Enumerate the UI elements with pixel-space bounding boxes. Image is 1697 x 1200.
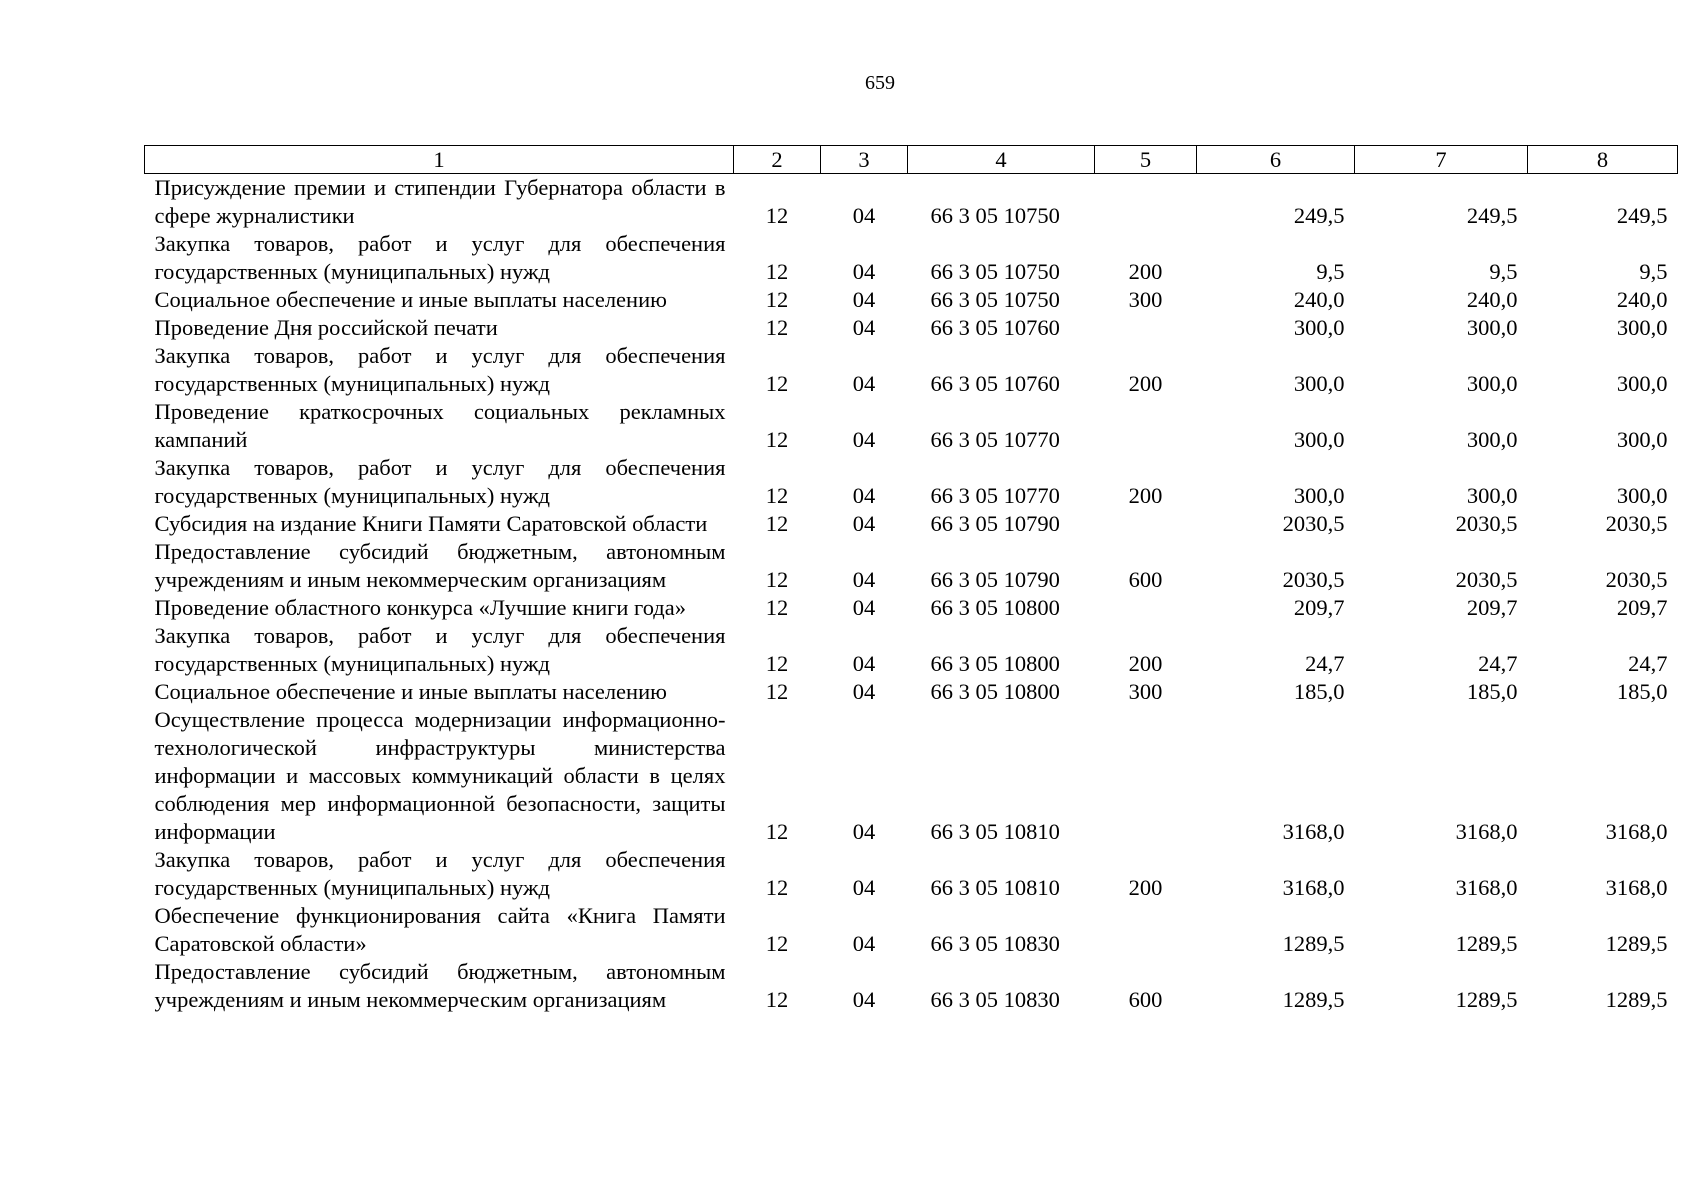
amount-col7-cell: 209,7 xyxy=(1466,595,1518,620)
column-header-1: 1 xyxy=(145,146,734,174)
amount-col7-cell: 2030,5 xyxy=(1455,567,1518,592)
amount-col7-cell: 2030,5 xyxy=(1455,511,1518,536)
amount-col6-cell: 3168,0 xyxy=(1282,875,1345,900)
row-name-cell: Социальное обеспечение и иные выплаты населению xyxy=(154,287,667,312)
subsection-cell: 04 xyxy=(852,567,876,592)
row-name-cell: Закупка товаров, работ и услуг для обеспечения государственных (муниципальных) нужд xyxy=(154,847,726,900)
table-row xyxy=(145,454,1678,510)
table-row xyxy=(145,174,1678,231)
subsection-cell: 04 xyxy=(852,987,876,1012)
target-code-cell: 66 3 05 10810 xyxy=(930,875,1060,900)
amount-col7-cell: 24,7 xyxy=(1478,651,1518,676)
amount-col6-cell: 24,7 xyxy=(1305,651,1345,676)
amount-col6-cell: 1289,5 xyxy=(1282,931,1345,956)
expense-type-cell: 200 xyxy=(1128,875,1163,900)
subsection-cell: 04 xyxy=(852,931,876,956)
column-header-7: 7 xyxy=(1355,146,1528,174)
subsection-cell: 04 xyxy=(852,595,876,620)
target-code-cell: 66 3 05 10830 xyxy=(930,931,1060,956)
amount-col6-cell: 300,0 xyxy=(1293,427,1345,452)
amount-col7-cell: 9,5 xyxy=(1489,259,1518,284)
amount-col6-cell: 300,0 xyxy=(1293,371,1345,396)
target-code-cell: 66 3 05 10760 xyxy=(930,371,1060,396)
table-row xyxy=(145,594,1678,622)
expense-type-cell xyxy=(1095,706,1197,846)
expense-type-cell: 200 xyxy=(1128,483,1163,508)
subsection-cell: 04 xyxy=(852,371,876,396)
table-row xyxy=(145,230,1678,286)
table-row xyxy=(145,538,1678,594)
section-cell: 12 xyxy=(765,987,789,1012)
amount-col6-cell: 249,5 xyxy=(1293,203,1345,228)
table-row xyxy=(145,342,1678,398)
amount-col8-cell: 3168,0 xyxy=(1605,875,1668,900)
table-row xyxy=(145,902,1678,958)
row-name-cell: Присуждение премии и стипендии Губернатора области в сфере журналистики xyxy=(154,175,726,228)
table-body xyxy=(145,174,1678,1015)
amount-col7-cell: 1289,5 xyxy=(1455,931,1518,956)
table-row xyxy=(145,398,1678,454)
amount-col8-cell: 1289,5 xyxy=(1605,987,1668,1012)
budget-table xyxy=(144,145,1678,1014)
subsection-cell: 04 xyxy=(852,679,876,704)
expense-type-cell: 200 xyxy=(1128,651,1163,676)
row-name-cell: Предоставление субсидий бюджетным, автономным учреждениям и иным некоммерческим организациям xyxy=(154,539,726,592)
amount-col6-cell: 9,5 xyxy=(1316,259,1345,284)
row-name-cell: Закупка товаров, работ и услуг для обеспечения государственных (муниципальных) нужд xyxy=(154,343,726,396)
target-code-cell: 66 3 05 10770 xyxy=(930,483,1060,508)
amount-col8-cell: 300,0 xyxy=(1616,427,1668,452)
page-number: 659 xyxy=(865,72,895,94)
section-cell: 12 xyxy=(765,679,789,704)
row-name-cell: Проведение областного конкурса «Лучшие книги года» xyxy=(154,595,686,620)
expense-type-cell xyxy=(1095,174,1197,231)
section-cell: 12 xyxy=(765,567,789,592)
expense-type-cell xyxy=(1095,510,1197,538)
subsection-cell: 04 xyxy=(852,483,876,508)
amount-col6-cell: 240,0 xyxy=(1293,287,1345,312)
row-name-cell: Закупка товаров, работ и услуг для обеспечения государственных (муниципальных) нужд xyxy=(154,623,726,676)
amount-col8-cell: 209,7 xyxy=(1616,595,1668,620)
expense-type-cell: 300 xyxy=(1128,679,1163,704)
amount-col8-cell: 249,5 xyxy=(1616,203,1668,228)
amount-col8-cell: 2030,5 xyxy=(1605,567,1668,592)
section-cell: 12 xyxy=(765,931,789,956)
target-code-cell: 66 3 05 10790 xyxy=(930,511,1060,536)
subsection-cell: 04 xyxy=(852,287,876,312)
amount-col6-cell: 3168,0 xyxy=(1282,819,1345,844)
table-row xyxy=(145,510,1678,538)
row-name-cell: Проведение Дня российской печати xyxy=(154,315,498,340)
amount-col7-cell: 300,0 xyxy=(1466,371,1518,396)
row-name-cell: Закупка товаров, работ и услуг для обеспечения государственных (муниципальных) нужд xyxy=(154,455,726,508)
target-code-cell: 66 3 05 10800 xyxy=(930,651,1060,676)
target-code-cell: 66 3 05 10770 xyxy=(930,427,1060,452)
row-name-cell: Проведение краткосрочных социальных рекламных кампаний xyxy=(154,399,726,452)
target-code-cell: 66 3 05 10760 xyxy=(930,315,1060,340)
amount-col6-cell: 300,0 xyxy=(1293,315,1345,340)
amount-col8-cell: 9,5 xyxy=(1639,259,1668,284)
table-row xyxy=(145,678,1678,706)
amount-col6-cell: 209,7 xyxy=(1293,595,1345,620)
row-name-cell: Осуществление процесса модернизации информационно-технологической инфраструктуры министерства информации и массовых коммуникаций области в целях соблюдения мер информационной безопасности, защиты информации xyxy=(154,707,726,844)
table-row xyxy=(145,314,1678,342)
column-header-5: 5 xyxy=(1095,146,1197,174)
row-name-cell: Социальное обеспечение и иные выплаты населению xyxy=(154,679,667,704)
amount-col7-cell: 3168,0 xyxy=(1455,819,1518,844)
amount-col7-cell: 185,0 xyxy=(1466,679,1518,704)
section-cell: 12 xyxy=(765,511,789,536)
amount-col8-cell: 300,0 xyxy=(1616,371,1668,396)
amount-col8-cell: 300,0 xyxy=(1616,315,1668,340)
expense-type-cell xyxy=(1095,314,1197,342)
target-code-cell: 66 3 05 10800 xyxy=(930,679,1060,704)
amount-col6-cell: 2030,5 xyxy=(1282,567,1345,592)
section-cell: 12 xyxy=(765,875,789,900)
amount-col7-cell: 300,0 xyxy=(1466,427,1518,452)
section-cell: 12 xyxy=(765,595,789,620)
amount-col8-cell: 185,0 xyxy=(1616,679,1668,704)
target-code-cell: 66 3 05 10800 xyxy=(930,595,1060,620)
section-cell: 12 xyxy=(765,651,789,676)
table-row xyxy=(145,286,1678,314)
amount-col7-cell: 300,0 xyxy=(1466,483,1518,508)
column-header-2: 2 xyxy=(734,146,821,174)
row-name-cell: Предоставление субсидий бюджетным, автономным учреждениям и иным некоммерческим организациям xyxy=(154,959,726,1012)
subsection-cell: 04 xyxy=(852,259,876,284)
table-row xyxy=(145,958,1678,1014)
expense-type-cell: 600 xyxy=(1128,567,1163,592)
column-header-6: 6 xyxy=(1197,146,1355,174)
subsection-cell: 04 xyxy=(852,203,876,228)
amount-col8-cell: 1289,5 xyxy=(1605,931,1668,956)
target-code-cell: 66 3 05 10750 xyxy=(930,287,1060,312)
amount-col7-cell: 3168,0 xyxy=(1455,875,1518,900)
amount-col8-cell: 24,7 xyxy=(1628,651,1668,676)
target-code-cell: 66 3 05 10810 xyxy=(930,819,1060,844)
amount-col7-cell: 240,0 xyxy=(1466,287,1518,312)
expense-type-cell: 200 xyxy=(1128,259,1163,284)
section-cell: 12 xyxy=(765,483,789,508)
target-code-cell: 66 3 05 10750 xyxy=(930,259,1060,284)
amount-col8-cell: 3168,0 xyxy=(1605,819,1668,844)
amount-col8-cell: 300,0 xyxy=(1616,483,1668,508)
expense-type-cell xyxy=(1095,902,1197,958)
column-header-4: 4 xyxy=(908,146,1095,174)
section-cell: 12 xyxy=(765,315,789,340)
row-name-cell: Обеспечение функционирования сайта «Книга Памяти Саратовской области» xyxy=(154,903,726,956)
subsection-cell: 04 xyxy=(852,651,876,676)
subsection-cell: 04 xyxy=(852,875,876,900)
target-code-cell: 66 3 05 10790 xyxy=(930,567,1060,592)
amount-col6-cell: 300,0 xyxy=(1293,483,1345,508)
subsection-cell: 04 xyxy=(852,427,876,452)
row-name-cell: Субсидия на издание Книги Памяти Саратовской области xyxy=(154,511,708,536)
section-cell: 12 xyxy=(765,819,789,844)
row-name-cell: Закупка товаров, работ и услуг для обеспечения государственных (муниципальных) нужд xyxy=(154,231,726,284)
column-header-8: 8 xyxy=(1528,146,1678,174)
target-code-cell: 66 3 05 10830 xyxy=(930,987,1060,1012)
amount-col8-cell: 2030,5 xyxy=(1605,511,1668,536)
amount-col8-cell: 240,0 xyxy=(1616,287,1668,312)
subsection-cell: 04 xyxy=(852,819,876,844)
subsection-cell: 04 xyxy=(852,511,876,536)
section-cell: 12 xyxy=(765,427,789,452)
amount-col6-cell: 1289,5 xyxy=(1282,987,1345,1012)
expense-type-cell xyxy=(1095,594,1197,622)
table-row xyxy=(145,622,1678,678)
table-header-row xyxy=(145,146,1678,174)
expense-type-cell: 300 xyxy=(1128,287,1163,312)
amount-col7-cell: 300,0 xyxy=(1466,315,1518,340)
section-cell: 12 xyxy=(765,287,789,312)
section-cell: 12 xyxy=(765,203,789,228)
table-row xyxy=(145,706,1678,846)
expense-type-cell xyxy=(1095,398,1197,454)
amount-col6-cell: 185,0 xyxy=(1293,679,1345,704)
amount-col6-cell: 2030,5 xyxy=(1282,511,1345,536)
expense-type-cell: 200 xyxy=(1128,371,1163,396)
section-cell: 12 xyxy=(765,371,789,396)
amount-col7-cell: 1289,5 xyxy=(1455,987,1518,1012)
subsection-cell: 04 xyxy=(852,315,876,340)
amount-col7-cell: 249,5 xyxy=(1466,203,1518,228)
target-code-cell: 66 3 05 10750 xyxy=(930,203,1060,228)
column-header-3: 3 xyxy=(821,146,908,174)
table-row xyxy=(145,846,1678,902)
section-cell: 12 xyxy=(765,259,789,284)
expense-type-cell: 600 xyxy=(1128,987,1163,1012)
